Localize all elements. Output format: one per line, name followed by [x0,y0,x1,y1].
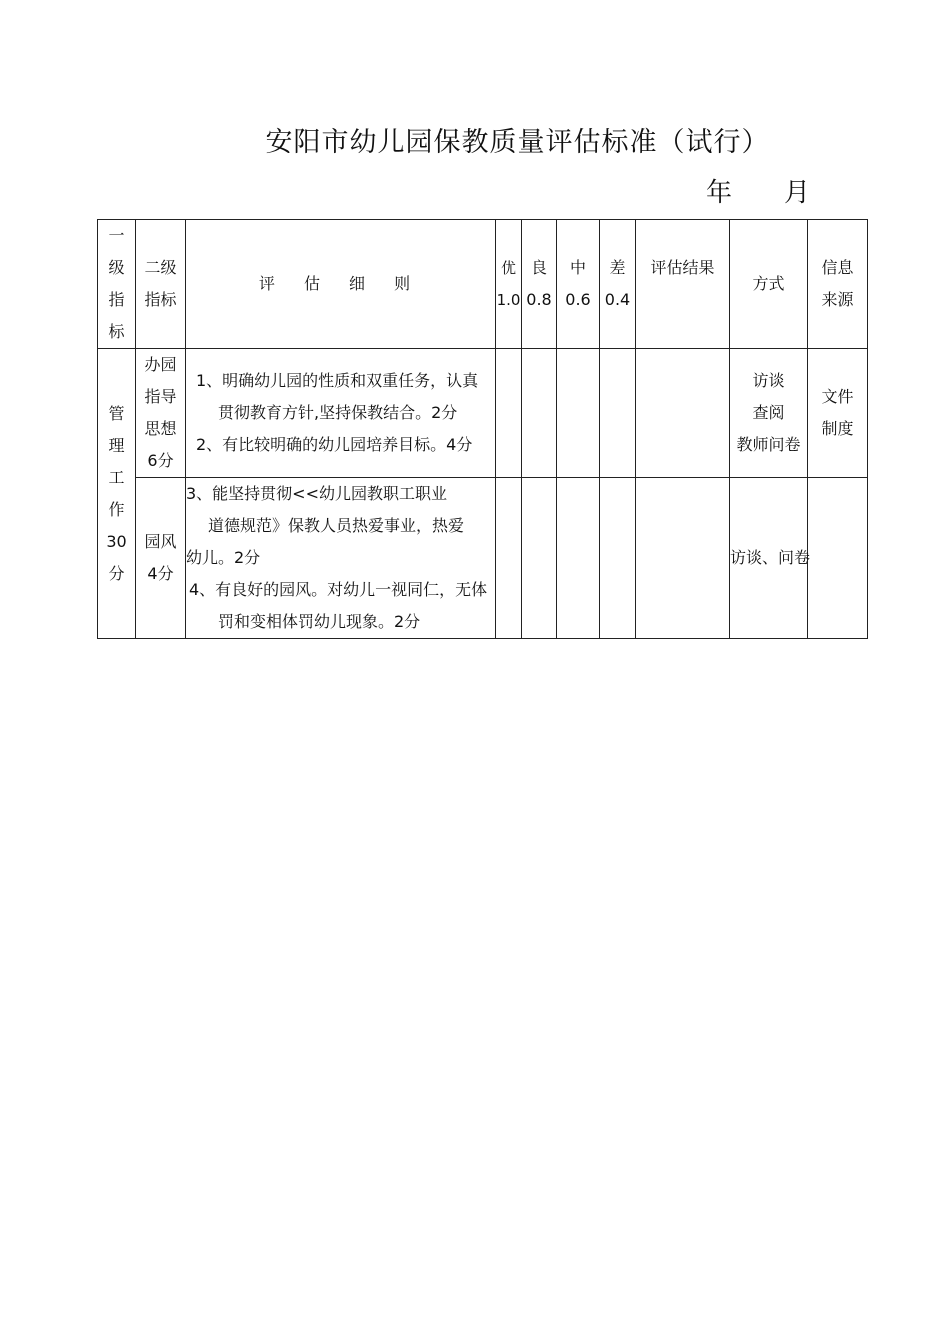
result-cell[interactable] [636,349,730,478]
page-title: 安阳市幼儿园保教质量评估标准（试行） [265,127,770,158]
score-medium-cell[interactable] [557,478,600,639]
score-excellent-cell[interactable] [496,478,522,639]
year-label: 年 [706,178,733,208]
method-cell: 访谈、问卷 [730,478,808,639]
level1-management-cell: 管 理 工 作 30 分 [98,349,136,639]
detail-line: 1、明确幼儿园的性质和双重任务，认真 [196,371,479,390]
detail-line: 3、能坚持贯彻<<幼儿园教职工职业 [186,484,447,503]
date-line [706,172,810,209]
header-result: 评估结果 [636,220,730,349]
score-poor-cell[interactable] [600,478,636,639]
header-row [98,220,868,349]
detail-line: 4、有良好的园风。对幼儿一视同仁，无体 [189,580,488,599]
header-source: 信息 来源 [808,220,868,349]
detail-line: 道德规范》保教人员热爱事业，热爱 [208,516,465,535]
level2-cell: 办园 指导 思想 6分 [136,349,186,478]
score-excellent-cell[interactable] [496,349,522,478]
header-level1-indicator: 一 级 指 标 [98,220,136,349]
header-medium: 中 0.6 [557,220,600,349]
header-good: 良 0.8 [522,220,557,349]
level2-cell: 园风 4分 [136,478,186,639]
score-medium-cell[interactable] [557,349,600,478]
month-label: 月 [784,178,811,208]
header-details: 评 估 细 则 [186,220,496,349]
header-excellent: 优 1.0 [496,220,522,349]
method-cell: 访谈 查阅 教师问卷 [730,349,808,478]
table-right-border [867,219,868,639]
score-good-cell[interactable] [522,478,557,639]
detail-line: 罚和变相体罚幼儿现象。2分 [218,612,421,631]
details-cell [186,349,496,478]
details-cell [186,478,496,639]
detail-line: 贯彻教育方针,坚持保教结合。2分 [218,403,458,422]
header-level2-indicator: 二级 指标 [136,220,186,349]
header-poor: 差 0.4 [600,220,636,349]
table-row [98,478,868,639]
result-cell[interactable] [636,478,730,639]
source-cell [808,478,868,639]
evaluation-table [97,219,868,639]
table-row [98,349,868,478]
header-method: 方式 [730,220,808,349]
detail-line: 2、有比较明确的幼儿园培养目标。4分 [196,435,473,454]
score-good-cell[interactable] [522,349,557,478]
score-poor-cell[interactable] [600,349,636,478]
detail-line: 幼儿。2分 [186,548,261,567]
source-cell: 文件 制度 [808,349,868,478]
